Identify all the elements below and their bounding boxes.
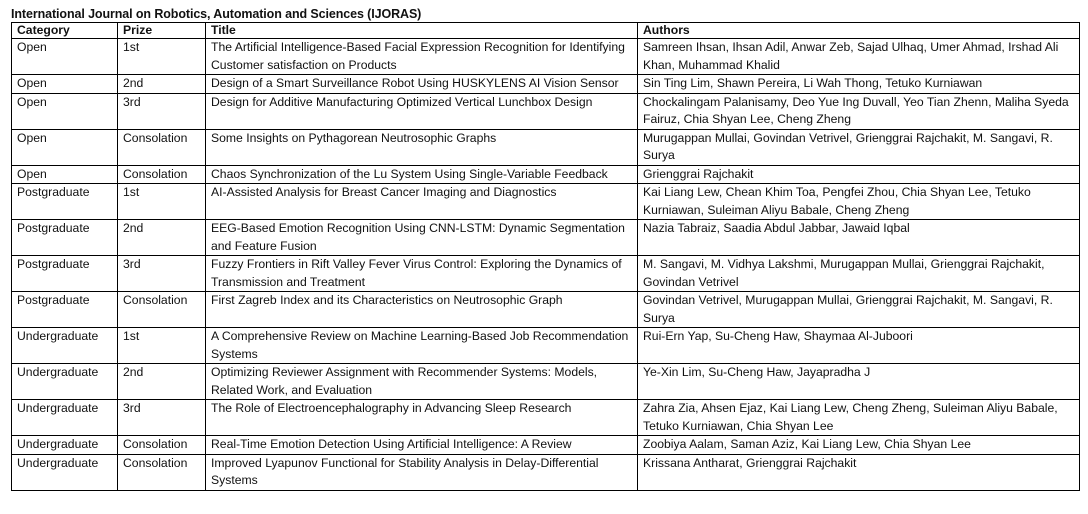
cell-prize: Consolation: [118, 292, 206, 328]
cell-prize: Consolation: [118, 454, 206, 490]
header-title: Title: [206, 23, 638, 39]
table-row: [12, 400, 1080, 436]
cell-authors: Samreen Ihsan, Ihsan Adil, Anwar Zeb, Sajad Ulhaq, Umer Ahmad, Irshad Ali Khan, Muhammad Khalid: [638, 39, 1080, 75]
cell-title: Optimizing Reviewer Assignment with Recommender Systems: Models, Related Work, and Evaluation: [206, 364, 638, 400]
cell-prize: Consolation: [118, 165, 206, 184]
cell-prize: 2nd: [118, 364, 206, 400]
cell-category: Open: [12, 93, 118, 129]
table-row: [12, 256, 1080, 292]
cell-authors: Grienggrai Rajchakit: [638, 165, 1080, 184]
cell-prize: 2nd: [118, 75, 206, 94]
cell-prize: Consolation: [118, 129, 206, 165]
table-row: [12, 129, 1080, 165]
table-row: [12, 93, 1080, 129]
cell-prize: 3rd: [118, 93, 206, 129]
cell-authors: Sin Ting Lim, Shawn Pereira, Li Wah Thong, Tetuko Kurniawan: [638, 75, 1080, 94]
table-row: [12, 364, 1080, 400]
cell-title: Improved Lyapunov Functional for Stability Analysis in Delay-Differential Systems: [206, 454, 638, 490]
cell-title: EEG-Based Emotion Recognition Using CNN-LSTM: Dynamic Segmentation and Feature Fusion: [206, 220, 638, 256]
cell-title: Some Insights on Pythagorean Neutrosophic Graphs: [206, 129, 638, 165]
cell-title: Design for Additive Manufacturing Optimized Vertical Lunchbox Design: [206, 93, 638, 129]
table-row: [12, 165, 1080, 184]
cell-category: Undergraduate: [12, 328, 118, 364]
cell-category: Open: [12, 129, 118, 165]
cell-category: Open: [12, 39, 118, 75]
cell-title: The Artificial Intelligence-Based Facial Expression Recognition for Identifying Customer satisfaction on Products: [206, 39, 638, 75]
cell-title: AI-Assisted Analysis for Breast Cancer Imaging and Diagnostics: [206, 184, 638, 220]
cell-title: The Role of Electroencephalography in Advancing Sleep Research: [206, 400, 638, 436]
cell-prize: 3rd: [118, 400, 206, 436]
table-row: [12, 436, 1080, 455]
cell-authors: Zoobiya Aalam, Saman Aziz, Kai Liang Lew, Chia Shyan Lee: [638, 436, 1080, 455]
cell-authors: Rui-Ern Yap, Su-Cheng Haw, Shaymaa Al-Juboori: [638, 328, 1080, 364]
header-row: [12, 23, 1080, 39]
cell-category: Postgraduate: [12, 292, 118, 328]
cell-authors: Govindan Vetrivel, Murugappan Mullai, Grienggrai Rajchakit, M. Sangavi, R. Surya: [638, 292, 1080, 328]
cell-category: Open: [12, 75, 118, 94]
cell-authors: Krissana Antharat, Grienggrai Rajchakit: [638, 454, 1080, 490]
table-row: [12, 292, 1080, 328]
table-row: [12, 328, 1080, 364]
table-row: [12, 454, 1080, 490]
cell-authors: Kai Liang Lew, Chean Khim Toa, Pengfei Zhou, Chia Shyan Lee, Tetuko Kurniawan, Suleiman Aliyu Babale, Cheng Zheng: [638, 184, 1080, 220]
cell-title: First Zagreb Index and its Characteristics on Neutrosophic Graph: [206, 292, 638, 328]
cell-title: Design of a Smart Surveillance Robot Using HUSKYLENS AI Vision Sensor: [206, 75, 638, 94]
cell-category: Postgraduate: [12, 184, 118, 220]
header-category: Category: [12, 23, 118, 39]
table-row: [12, 75, 1080, 94]
cell-authors: Chockalingam Palanisamy, Deo Yue Ing Duvall, Yeo Tian Zhenn, Maliha Syeda Fairuz, Chia Shyan Lee, Cheng Zheng: [638, 93, 1080, 129]
cell-category: Postgraduate: [12, 256, 118, 292]
cell-category: Undergraduate: [12, 454, 118, 490]
cell-category: Undergraduate: [12, 436, 118, 455]
cell-prize: 3rd: [118, 256, 206, 292]
cell-title: Real-Time Emotion Detection Using Artificial Intelligence: A Review: [206, 436, 638, 455]
cell-category: Postgraduate: [12, 220, 118, 256]
awards-table: [11, 22, 1080, 491]
header-authors: Authors: [638, 23, 1080, 39]
cell-prize: Consolation: [118, 436, 206, 455]
table-row: [12, 184, 1080, 220]
journal-heading: International Journal on Robotics, Automation and Sciences (IJORAS): [11, 7, 422, 21]
cell-category: Open: [12, 165, 118, 184]
cell-authors: Murugappan Mullai, Govindan Vetrivel, Grienggrai Rajchakit, M. Sangavi, R. Surya: [638, 129, 1080, 165]
cell-title: A Comprehensive Review on Machine Learning-Based Job Recommendation Systems: [206, 328, 638, 364]
cell-prize: 1st: [118, 39, 206, 75]
cell-prize: 2nd: [118, 220, 206, 256]
cell-authors: Ye-Xin Lim, Su-Cheng Haw, Jayapradha J: [638, 364, 1080, 400]
table-row: [12, 39, 1080, 75]
cell-prize: 1st: [118, 184, 206, 220]
header-prize: Prize: [118, 23, 206, 39]
cell-authors: Nazia Tabraiz, Saadia Abdul Jabbar, Jawaid Iqbal: [638, 220, 1080, 256]
cell-title: Chaos Synchronization of the Lu System Using Single-Variable Feedback: [206, 165, 638, 184]
cell-title: Fuzzy Frontiers in Rift Valley Fever Virus Control: Exploring the Dynamics of Transmission and Treatment: [206, 256, 638, 292]
cell-prize: 1st: [118, 328, 206, 364]
table-row: [12, 220, 1080, 256]
cell-authors: Zahra Zia, Ahsen Ejaz, Kai Liang Lew, Cheng Zheng, Suleiman Aliyu Babale, Tetuko Kurniawan, Chia Shyan Lee: [638, 400, 1080, 436]
cell-authors: M. Sangavi, M. Vidhya Lakshmi, Murugappan Mullai, Grienggrai Rajchakit, Govindan Vetrivel: [638, 256, 1080, 292]
cell-category: Undergraduate: [12, 364, 118, 400]
cell-category: Undergraduate: [12, 400, 118, 436]
